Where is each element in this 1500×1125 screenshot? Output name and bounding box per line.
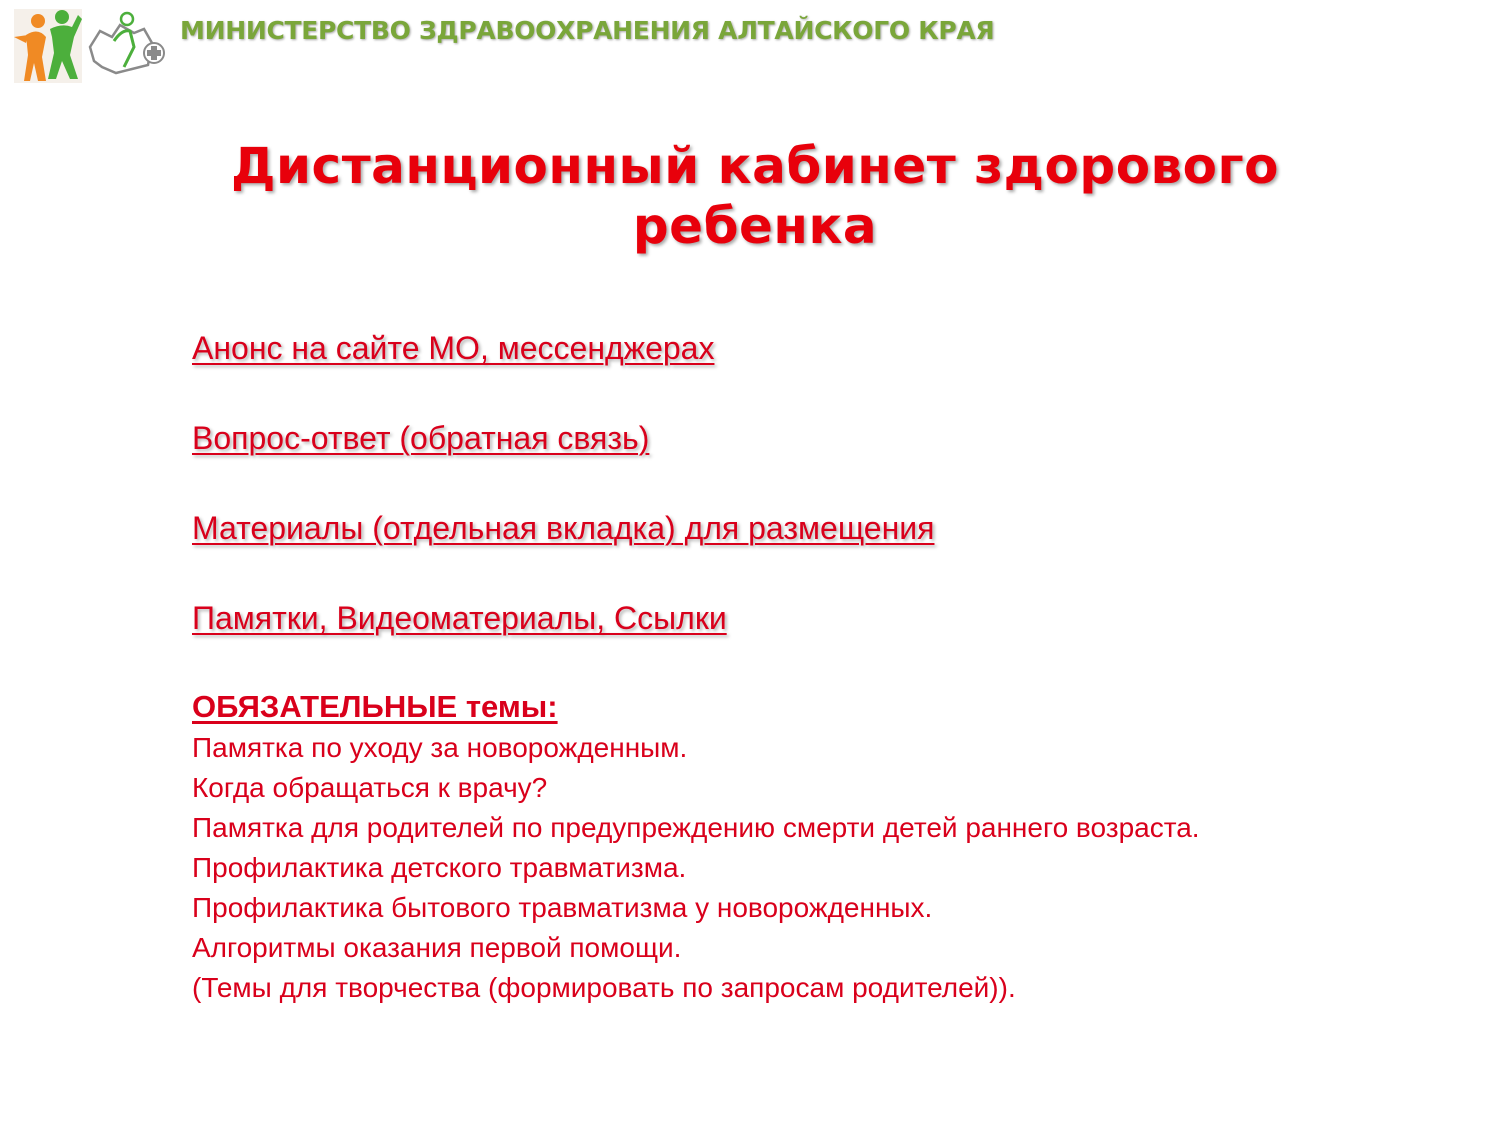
title-line-2: ребенка xyxy=(632,197,878,255)
list-item: (Темы для творчества (формировать по запросам родителей)). xyxy=(192,972,1016,1003)
list-item: Памятка по уходу за новорожденным. xyxy=(192,732,688,763)
page-title xyxy=(150,136,1360,256)
green-figure-head xyxy=(55,10,69,24)
medical-cross-icon xyxy=(144,43,164,63)
list-item: Профилактика бытового травматизма у новорожденных. xyxy=(192,892,933,923)
title-line-1: Дистанционный кабинет здорового xyxy=(230,137,1280,195)
link-memos-videos[interactable]: Памятки, Видеоматериалы, Ссылки xyxy=(192,600,727,636)
list-item: Памятка для родителей по предупреждению смерти детей раннего возраста. xyxy=(192,812,1200,843)
ministry-name: МИНИСТЕРСТВО ЗДРАВООХРАНЕНИЯ АЛТАЙСКОГО КРАЯ xyxy=(180,16,995,45)
mandatory-topics-list xyxy=(192,728,1442,1008)
section-links xyxy=(192,326,1292,686)
link-question-answer[interactable]: Вопрос-ответ (обратная связь) xyxy=(192,420,650,456)
header xyxy=(12,6,995,86)
list-item: Профилактика детского травматизма. xyxy=(192,852,687,883)
ministry-logo-icon xyxy=(12,7,167,85)
list-item: Алгоритмы оказания первой помощи. xyxy=(192,932,682,963)
link-announcement[interactable]: Анонс на сайте МО, мессенджерах xyxy=(192,330,715,366)
ministry-logo xyxy=(12,7,167,85)
link-materials[interactable]: Материалы (отдельная вкладка) для размещения xyxy=(192,510,935,546)
mandatory-topics-heading: ОБЯЗАТЕЛЬНЫЕ темы: xyxy=(192,689,558,724)
orange-figure-head xyxy=(31,14,45,28)
outline-figure-head xyxy=(121,13,133,25)
mandatory-topics-section xyxy=(192,686,1442,1008)
outline-figure-body xyxy=(114,31,134,67)
list-item: Когда обращаться к врачу? xyxy=(192,772,548,803)
